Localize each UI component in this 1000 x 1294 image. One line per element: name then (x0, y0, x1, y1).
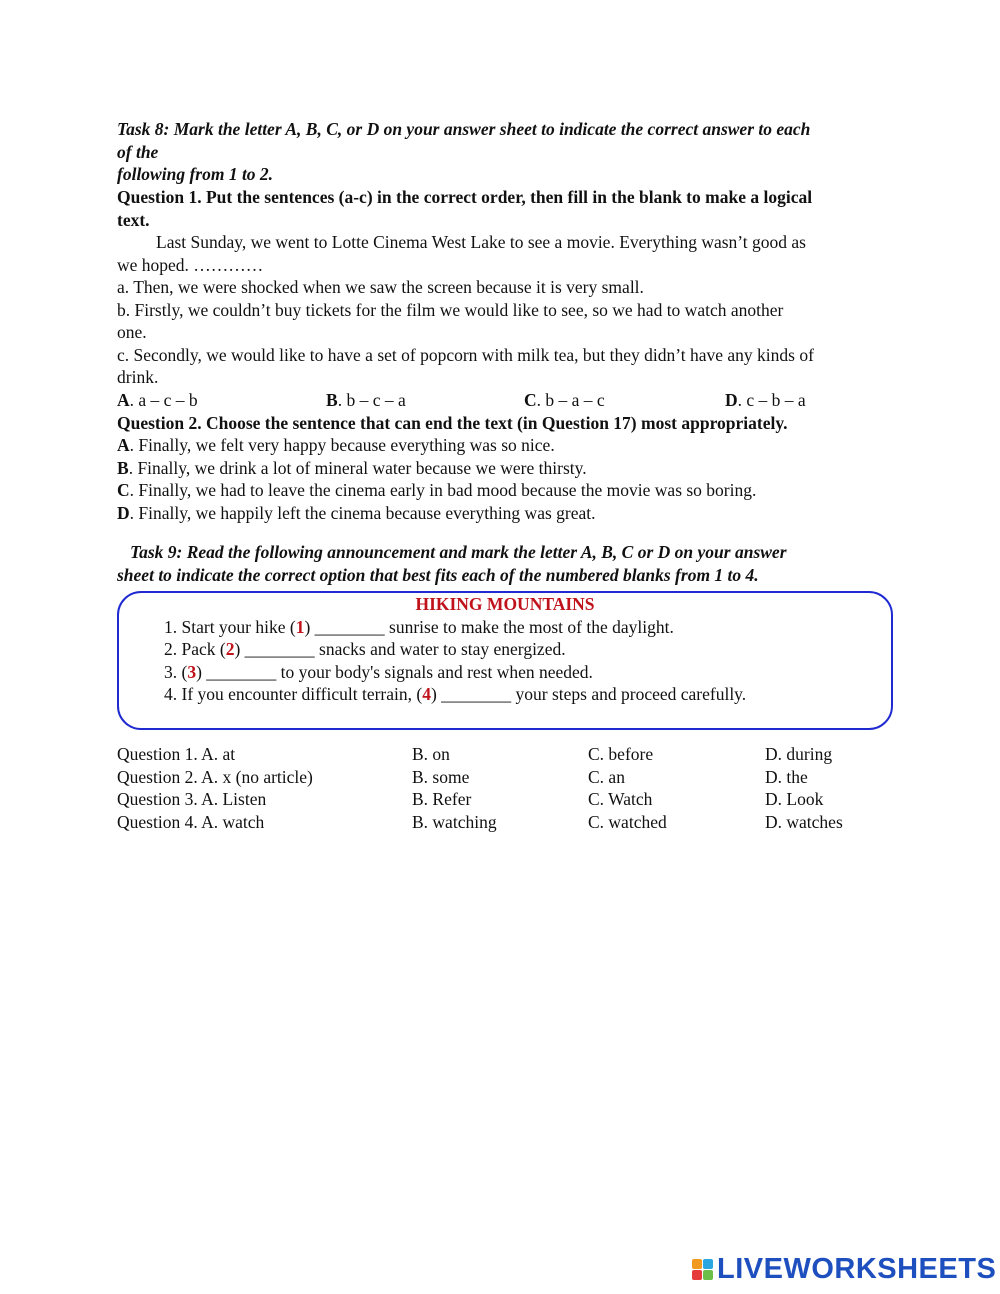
q1-passage-line2: we hoped. ………… (117, 255, 264, 275)
answer-q1-d[interactable]: D. during (765, 744, 833, 764)
answer-q2-c[interactable]: C. an (588, 767, 625, 787)
option-text: . a – c – b (129, 390, 198, 410)
task9-heading-line1: Task 9: Read the following announcement and mark the letter A, B, C or D on your answer (130, 542, 787, 562)
logo-square-icon (692, 1259, 702, 1269)
answer-q2-b[interactable]: B. some (412, 767, 470, 787)
task8-heading-line1: Task 8: Mark the letter A, B, C, or D on your answer sheet to indicate the correct answer to each (117, 119, 811, 139)
line-text: ) ________ sunrise to make the most of the daylight. (304, 617, 674, 637)
task9-heading-line2: sheet to indicate the correct option that best fits each of the numbered blanks from 1 to 4. (117, 565, 759, 585)
blank-number: 3 (187, 662, 197, 682)
line-text: ) ________ your steps and proceed carefully. (430, 684, 747, 704)
option-text: . Finally, we drink a lot of mineral water because we were thirsty. (128, 458, 587, 478)
answer-q3-a[interactable]: Question 3. A. Listen (117, 789, 267, 809)
option-text: . b – a – c (536, 390, 605, 410)
q1-sentence-a: a. Then, we were shocked when we saw the screen because it is very small. (117, 277, 644, 297)
q1-option-c[interactable] (524, 390, 605, 411)
q1-option-a[interactable] (117, 390, 198, 411)
answer-q1-b[interactable]: B. on (412, 744, 450, 764)
option-letter: C (117, 480, 130, 500)
answer-q1-a[interactable]: Question 1. A. at (117, 744, 236, 764)
q2-prompt: Question 2. Choose the sentence that can end the text (in Question 17) most appropriately. (117, 413, 788, 433)
answer-q2-d[interactable]: D. the (765, 767, 808, 787)
line-text: 4. If you encounter difficult terrain, ( (164, 684, 423, 704)
q1-sentence-c-line2: drink. (117, 367, 159, 387)
q2-option-b[interactable] (117, 458, 587, 479)
option-text: . Finally, we felt very happy because everything was so nice. (129, 435, 555, 455)
q1-sentence-b-line2: one. (117, 322, 147, 342)
line-text: 1. Start your hike ( (164, 617, 296, 637)
q1-option-d[interactable] (725, 390, 806, 411)
announcement-line-4 (164, 684, 746, 705)
logo-text: LIVEWORKSHEETS (717, 1252, 997, 1285)
q1-sentence-c-line1: c. Secondly, we would like to have a set of popcorn with milk tea, but they didn’t have any kinds of (117, 345, 814, 365)
line-text: ) ________ snacks and water to stay energized. (234, 639, 566, 659)
line-text: 3. ( (164, 662, 188, 682)
option-letter: C (524, 390, 537, 410)
answer-q3-b[interactable]: B. Refer (412, 789, 472, 809)
option-text: . Finally, we had to leave the cinema early in bad mood because the movie was so boring. (129, 480, 757, 500)
q2-option-a[interactable] (117, 435, 555, 456)
line-text: ) ________ to your body's signals and rest when needed. (196, 662, 593, 682)
option-text: . c – b – a (737, 390, 806, 410)
option-letter: A (117, 390, 130, 410)
option-letter: B (117, 458, 129, 478)
task8-heading-line2: of the (117, 142, 159, 162)
answer-q3-d[interactable]: D. Look (765, 789, 824, 809)
q2-option-d[interactable] (117, 503, 596, 524)
option-letter: B (326, 390, 338, 410)
logo-square-icon (703, 1270, 713, 1280)
announcement-line-2 (164, 639, 566, 660)
option-letter: D (725, 390, 738, 410)
announcement-line-1 (164, 617, 674, 638)
logo-square-icon (692, 1270, 702, 1280)
logo-mark-icon (692, 1259, 713, 1280)
task8-heading-line3: following from 1 to 2. (117, 164, 274, 184)
q1-prompt-line2: text. (117, 210, 150, 230)
option-letter: D (117, 503, 130, 523)
blank-number: 1 (295, 617, 305, 637)
q1-option-b[interactable] (326, 390, 406, 411)
answer-q4-d[interactable]: D. watches (765, 812, 843, 832)
announcement-line-3 (164, 662, 593, 683)
answer-q1-c[interactable]: C. before (588, 744, 654, 764)
option-text: . b – c – a (337, 390, 406, 410)
option-text: . Finally, we happily left the cinema because everything was great. (129, 503, 596, 523)
announcement-title: HIKING MOUNTAINS (415, 594, 595, 614)
q1-prompt-line1: Question 1. Put the sentences (a-c) in the correct order, then fill in the blank to make a logical (117, 187, 813, 207)
answer-q4-c[interactable]: C. watched (588, 812, 667, 832)
answer-q3-c[interactable]: C. Watch (588, 789, 653, 809)
q1-sentence-b-line1: b. Firstly, we couldn’t buy tickets for the film we would like to see, so we had to watch another (117, 300, 784, 320)
option-letter: A (117, 435, 130, 455)
line-text: 2. Pack ( (164, 639, 226, 659)
answer-q2-a[interactable]: Question 2. A. x (no article) (117, 767, 313, 787)
blank-number: 4 (422, 684, 431, 704)
q1-passage-line1: Last Sunday, we went to Lotte Cinema West Lake to see a movie. Everything wasn’t good as (156, 232, 806, 252)
answer-q4-a[interactable]: Question 4. A. watch (117, 812, 265, 832)
q2-option-c[interactable] (117, 480, 756, 501)
liveworksheets-logo[interactable] (692, 1254, 996, 1284)
blank-number: 2 (225, 639, 235, 659)
logo-square-icon (703, 1259, 713, 1269)
answer-q4-b[interactable]: B. watching (412, 812, 497, 832)
